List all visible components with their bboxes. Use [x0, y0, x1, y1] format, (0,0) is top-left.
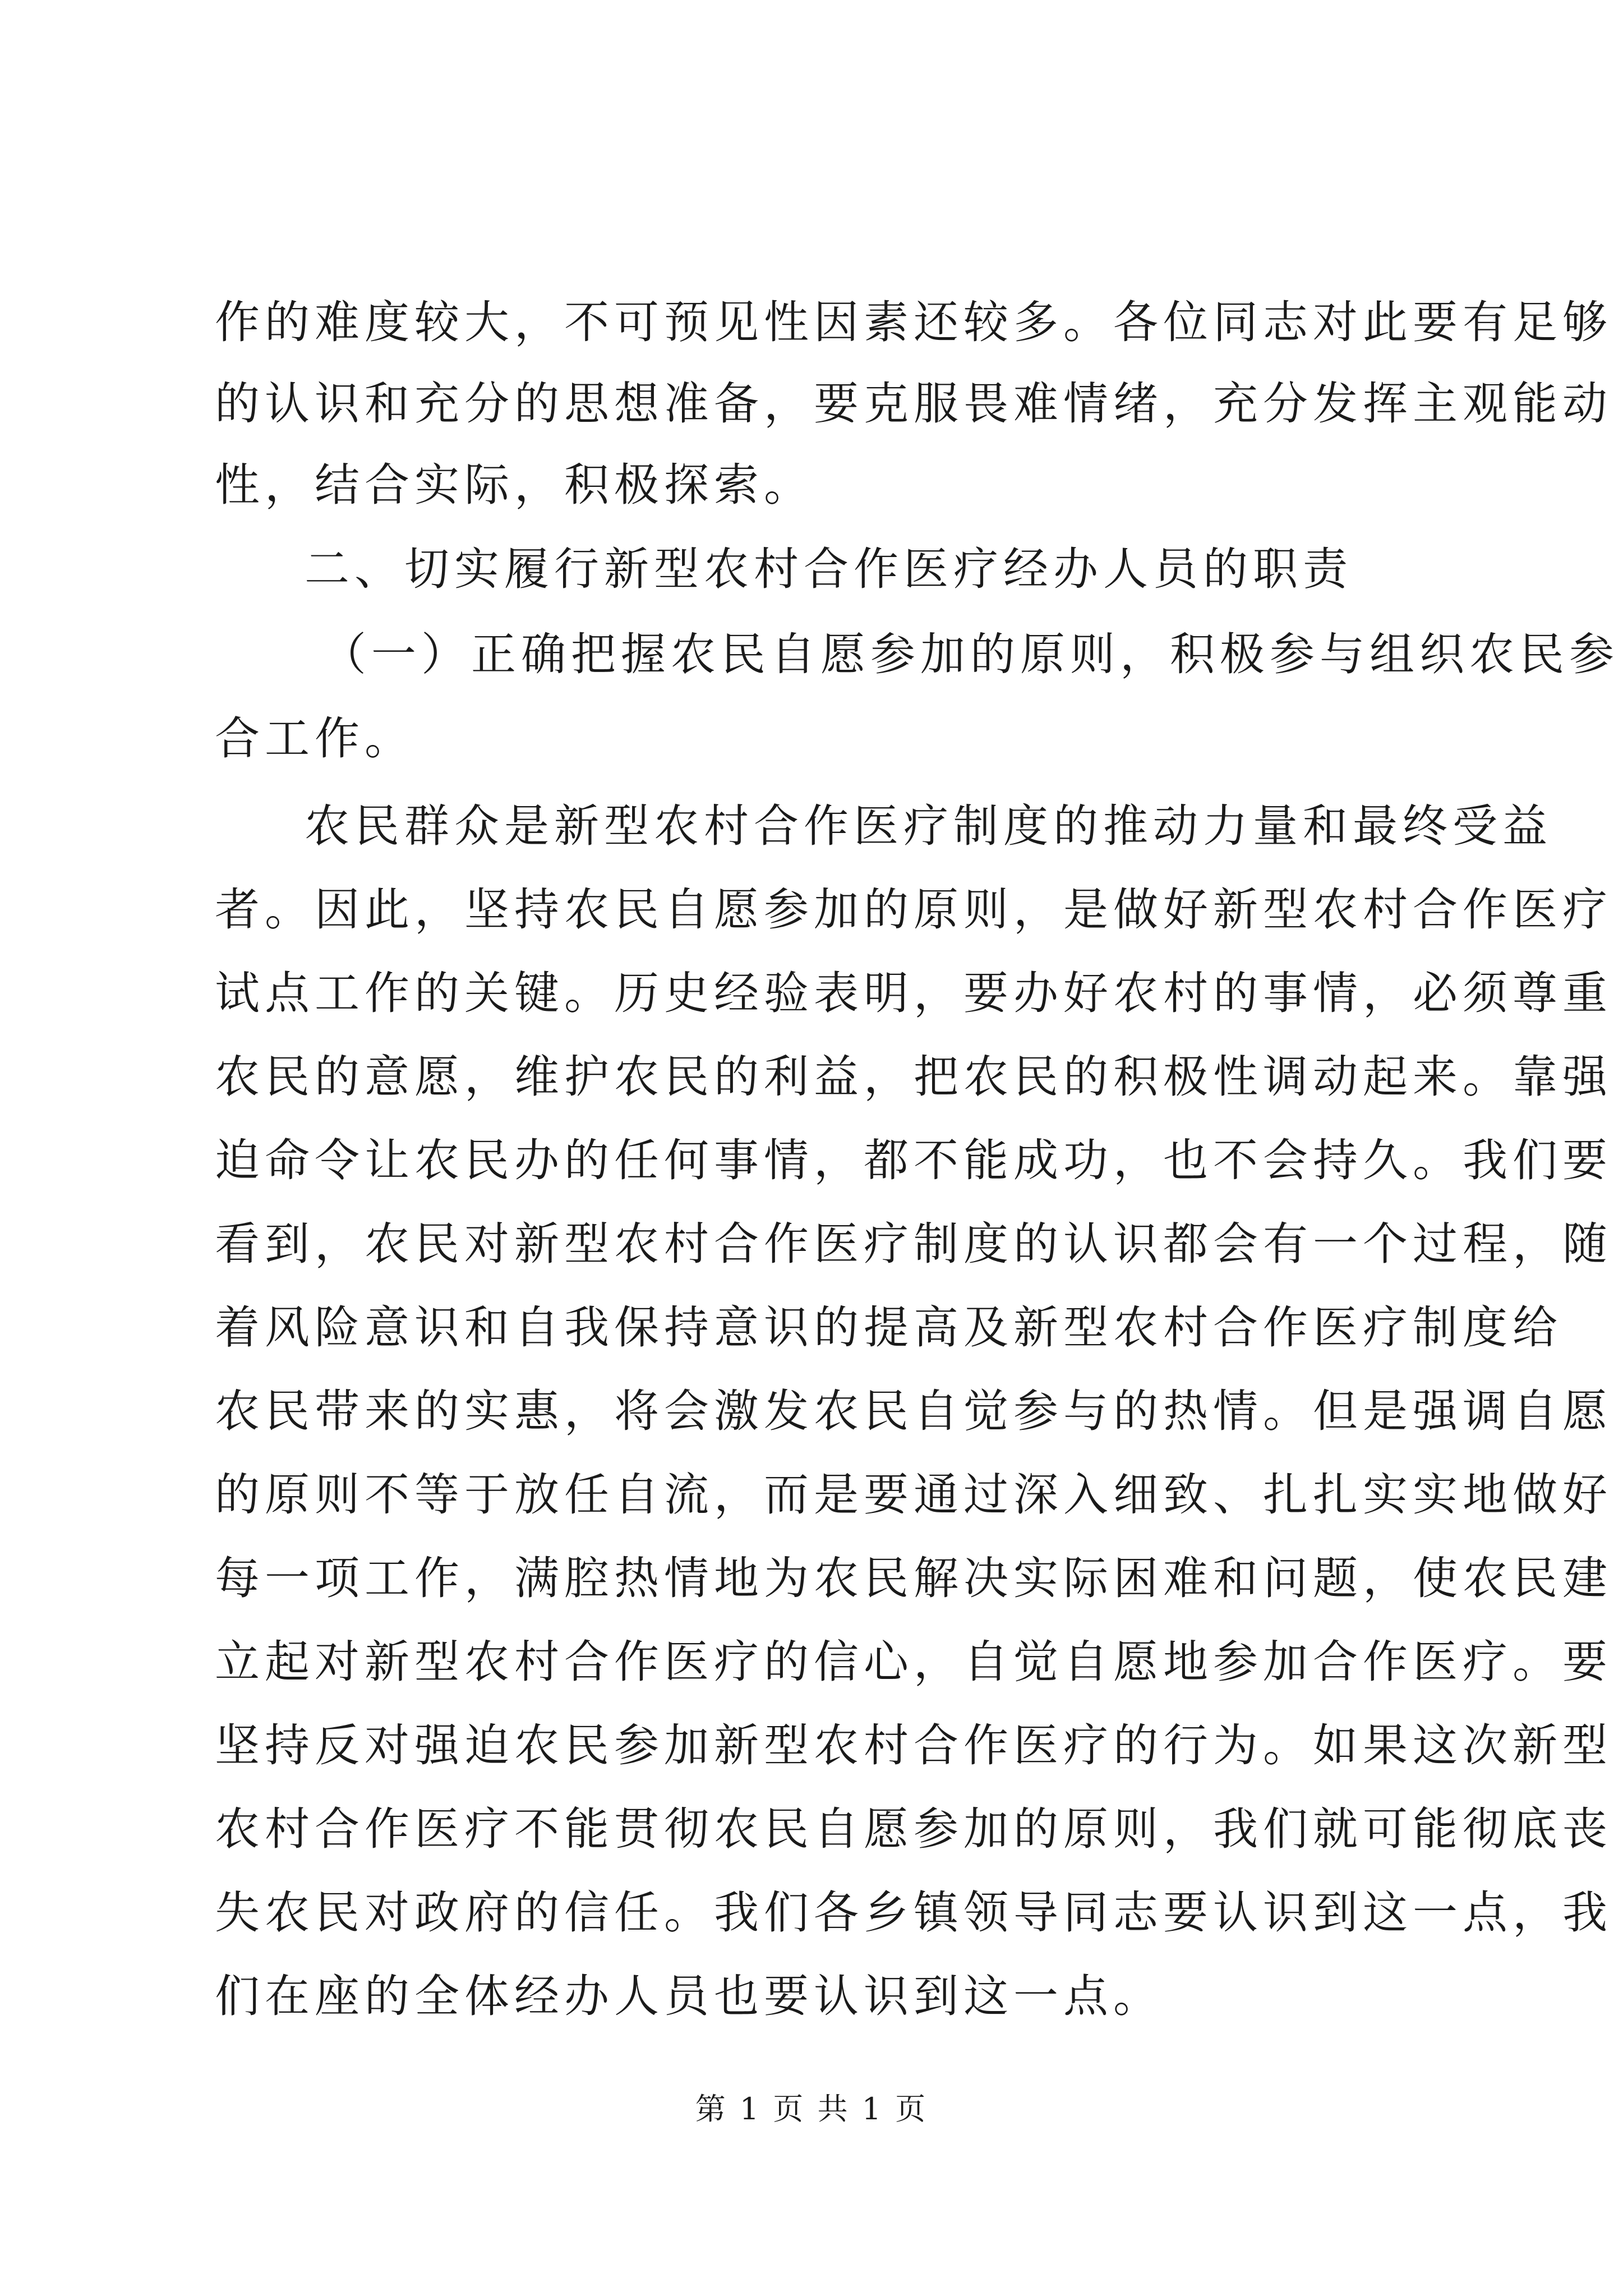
paragraph-2-line-10: 每一项工作，满腔热情地为农民解决实际困难和问题，使农民建	[215, 1552, 1612, 1604]
paragraph-1-line-3: 性，结合实际，积极探索。	[215, 459, 814, 511]
paragraph-2-line-4: 农民的意愿，维护农民的利益，把农民的积极性调动起来。靠强	[215, 1051, 1612, 1103]
paragraph-2-line-8: 农民带来的实惠，将会激发农民自觉参与的热情。但是强调自愿	[215, 1385, 1612, 1437]
paragraph-2-line-11: 立起对新型农村合作医疗的信心，自觉自愿地参加合作医疗。要	[215, 1636, 1612, 1688]
paragraph-2-line-9: 的原则不等于放任自流，而是要通过深入细致、扎扎实实地做好	[215, 1469, 1612, 1521]
paragraph-2-line-15: 们在座的全体经办人员也要认识到这一点。	[215, 1970, 1163, 2022]
paragraph-2-line-6: 看到，农民对新型农村合作医疗制度的认识都会有一个过程，随	[215, 1218, 1612, 1270]
subheading-1-line-1: （一）正确把握农民自愿参加的原则，积极参与组织农民参	[321, 628, 1619, 680]
paragraph-2-line-12: 坚持反对强迫农民参加新型农村合作医疗的行为。如果这次新型	[215, 1719, 1612, 1772]
paragraph-1-line-1: 作的难度较大，不可预见性因素还较多。各位同志对此要有足够	[215, 296, 1612, 348]
paragraph-2-line-2: 者。因此，坚持农民自愿参加的原则，是做好新型农村合作医疗	[215, 884, 1612, 936]
paragraph-2-line-5: 迫命令让农民办的任何事情，都不能成功，也不会持久。我们要	[215, 1134, 1612, 1186]
page-footer: 第 1 页 共 1 页	[695, 2091, 928, 2127]
paragraph-1-line-2: 的认识和充分的思想准备，要克服畏难情绪，充分发挥主观能动	[215, 378, 1612, 430]
paragraph-2-line-13: 农村合作医疗不能贯彻农民自愿参加的原则，我们就可能彻底丧	[215, 1803, 1612, 1855]
subheading-1-line-2: 合工作。	[215, 712, 414, 765]
paragraph-2-line-7: 着风险意识和自我保持意识的提高及新型农村合作医疗制度给	[215, 1301, 1562, 1354]
section-heading-2: 二、切实履行新型农村合作医疗经办人员的职责	[305, 543, 1353, 595]
paragraph-2-line-14: 失农民对政府的信任。我们各乡镇领导同志要认识到这一点，我	[215, 1887, 1612, 1939]
paragraph-2-line-1: 农民群众是新型农村合作医疗制度的推动力量和最终受益	[305, 800, 1552, 852]
paragraph-2-line-3: 试点工作的关键。历史经验表明，要办好农村的事情，必须尊重	[215, 967, 1612, 1019]
